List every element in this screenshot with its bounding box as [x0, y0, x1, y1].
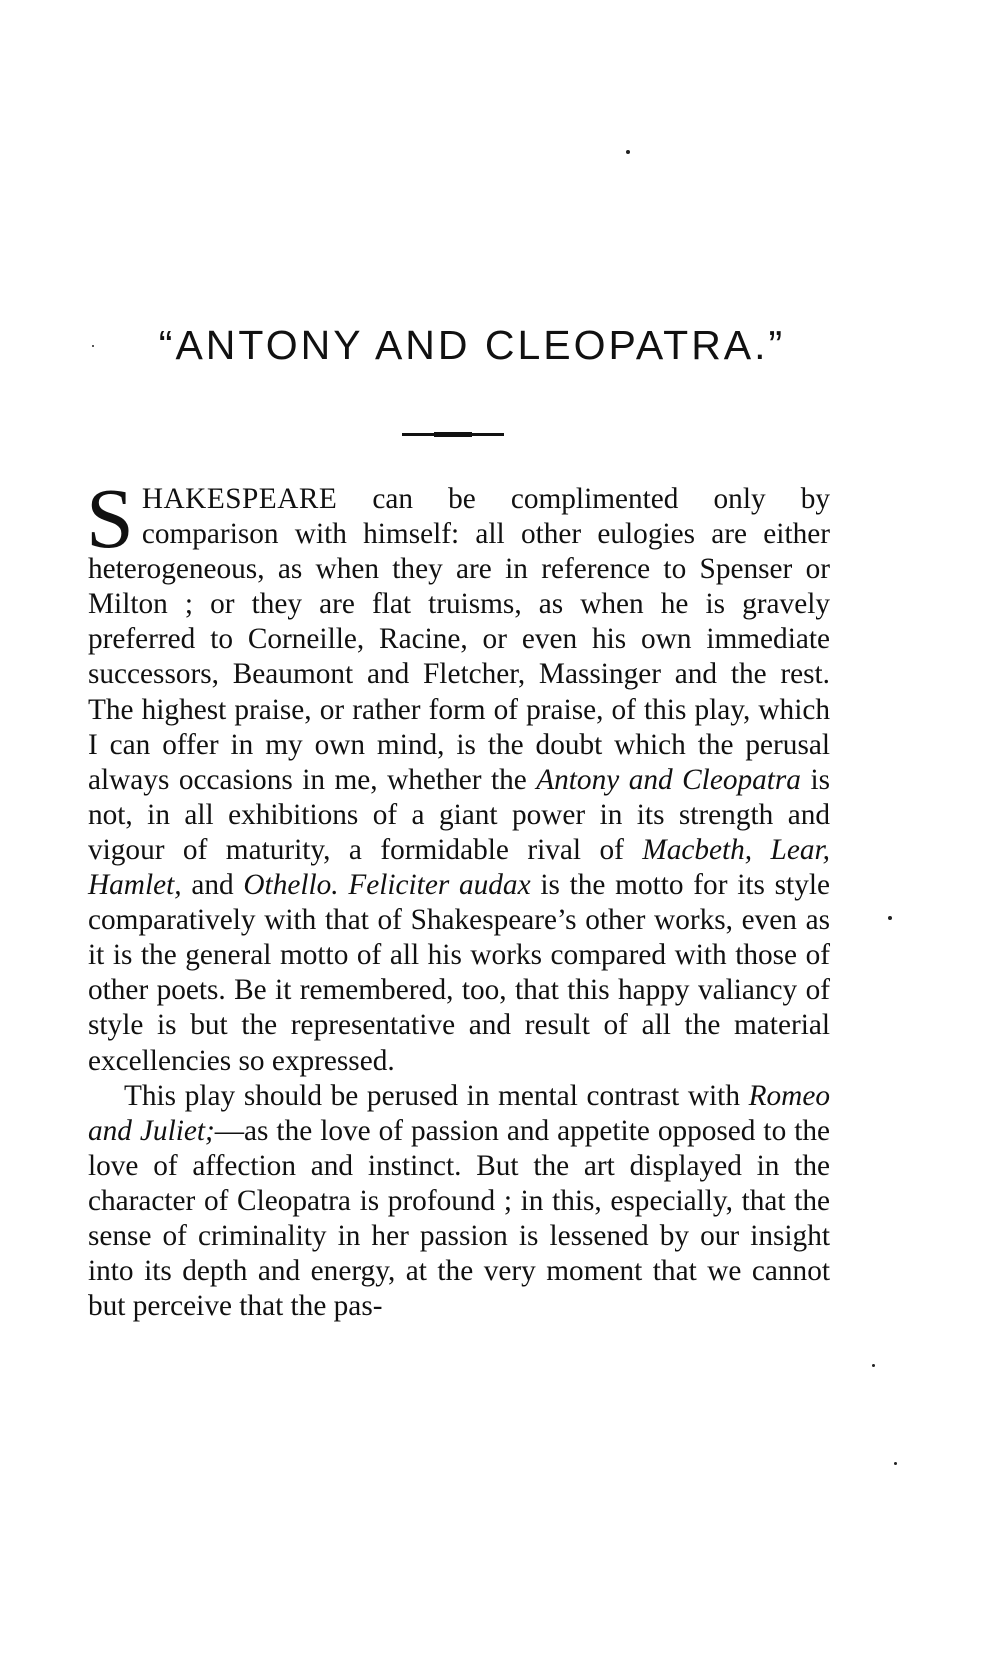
paragraph-text: can be complimented only by comparison with himself: all other eulogies are either heterogeneous, as when they are in reference to Spenser or Milton ; or they are flat truisms, as when he is gravely preferred to Corneille, Racine, or even his own immediate successors, Beaumont and Fletcher, Massinger and the rest. The highest praise, or rather form of praise, of this play, which I can offer in my own mind, is the doubt which the perusal always occasions in me, whether the [88, 483, 830, 796]
italic-phrase: Feliciter audax [348, 869, 531, 902]
drop-cap: S [86, 470, 134, 566]
print-speck [872, 1364, 875, 1367]
paragraph-text: This play should be perused in mental contrast with [124, 1079, 749, 1112]
paragraph-text: is the motto for its style comparatively with that of Shakespeare’s other works, even as it is the general motto of all his works compared with those of other poets. Be it remembered, too, that this happy valiancy of style is but the representative and result of all the material excellencies so expressed. [88, 869, 830, 1077]
italic-title: Romeo and Juliet; [88, 1079, 830, 1147]
print-speck [894, 1462, 897, 1465]
print-speck [626, 150, 630, 154]
paragraph-text: and [181, 869, 244, 902]
paragraph-1 [86, 470, 830, 1079]
paragraph-2 [88, 1079, 830, 1325]
lead-word: HAKESPEARE [141, 483, 338, 515]
print-speck [888, 916, 892, 920]
italic-title: Antony and Cleopatra [536, 763, 801, 796]
paragraph-text: —as the love of passion and appetite opposed to the love of affection and instinct. But the art displayed in the character of Cleopatra is profound ; in this, especially, that the sense of criminality in her passion is lessened by our insight into its depth and energy, at the very moment that we cannot but perceive that the pas- [88, 1114, 830, 1323]
italic-title: Othello. [243, 869, 339, 902]
title-ornament-rule [402, 433, 504, 436]
paragraph-text [339, 869, 349, 901]
italic-title: Macbeth, Lear, Hamlet, [88, 833, 830, 902]
chapter-title: “ANTONY AND CLEOPATRA.” [158, 322, 786, 368]
body-text [86, 470, 830, 1324]
paragraph-text: is not, in all exhibitions of a giant power in its strength and vigour of maturity, a formidable rival of [88, 763, 830, 866]
